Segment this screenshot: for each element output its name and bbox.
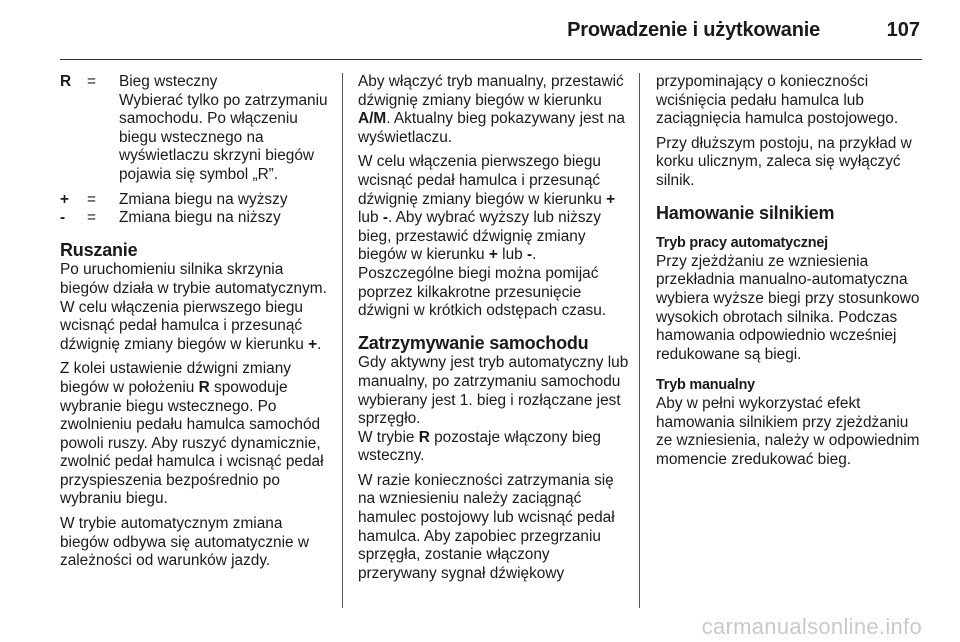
watermark: carmanualsonline.info xyxy=(701,614,922,639)
column-divider-2 xyxy=(639,73,640,608)
page-header xyxy=(0,0,960,58)
text-run: . Aktualny bieg pokazywany jest na wyświetlaczu. xyxy=(358,110,625,146)
paragraph: Przy zjeżdżaniu ze wzniesienia przekładnia manualno-automatyczna wybiera wyższe biegi przy stosunkowo wysokich obrotach silnika. Podczas hamowania odpowiednio wcześniej redukowane są biegi. xyxy=(656,252,920,363)
definition-value: Zmiana biegu na niższy xyxy=(119,209,281,227)
definition-key: R xyxy=(60,73,72,90)
text-run: W trybie xyxy=(358,428,419,446)
paragraph xyxy=(60,261,330,354)
section-heading-ruszanie: Ruszanie xyxy=(60,239,138,260)
definition-equals: = xyxy=(87,190,96,208)
symbol-am: A/M xyxy=(358,110,387,128)
paragraph xyxy=(60,360,330,509)
symbol-plus: + xyxy=(488,246,498,264)
definition-key: + xyxy=(60,190,69,208)
header-rule xyxy=(60,59,922,60)
paragraph: Aby w pełni wykorzystać efekt hamowania silnikiem przy zjeżdżaniu ze wzniesienia, należy w odpowiednim momencie zredukować bieg. xyxy=(656,394,920,468)
column-3 xyxy=(656,73,926,475)
paragraph xyxy=(358,73,630,147)
paragraph xyxy=(358,153,630,320)
page-title: Prowadzenie i użytkowanie xyxy=(567,19,820,41)
subheading-tryb-manualny: Tryb manualny xyxy=(656,377,755,394)
text-run: W celu włączenia pierwszego biegu wcisnąć pedał hamulca i przesunąć dźwignię zmiany biegów w kierunku xyxy=(358,153,607,208)
section-heading-hamowanie: Hamowanie silnikiem xyxy=(656,202,835,223)
definition-equals: = xyxy=(87,73,96,90)
symbol-plus: + xyxy=(606,190,616,208)
section-heading-zatrzymywanie: Zatrzymywanie samochodu xyxy=(358,332,589,353)
symbol-r: R xyxy=(198,378,210,396)
page-number: 107 xyxy=(886,19,920,41)
subheading-tryb-automatyczny: Tryb pracy automatycznej xyxy=(656,235,828,252)
text-run: spowoduje wybranie biegu wstecznego. Po zwolnieniu pedału hamulca samochód powoli ruszy. Aby ruszyć dynamicznie, zwolnić pedał hamulca i wcisnąć pedał przyspieszenia bezpośrednio po wybraniu biegu. xyxy=(60,378,324,508)
definition-value: Bieg wsteczny xyxy=(119,73,218,90)
definition-row-r xyxy=(60,73,330,92)
text-run: Aby włączyć tryb manualny, przestawić dźwignię zmiany biegów w kierunku xyxy=(358,73,624,109)
paragraph: przypominający o konieczności wciśnięcia pedału hamulca lub zaciągnięcia hamulca postojowego. xyxy=(656,73,899,128)
text-run: pozostaje włączony bieg wsteczny. xyxy=(358,428,601,465)
text-run: lub xyxy=(497,246,527,264)
symbol-minus: - xyxy=(526,246,533,264)
reverse-gear-note: Wybierać tylko po zatrzymaniu samochodu. Po włączeniu biegu wstecznego na wyświetlaczu skrzyni biegów pojawia się symbol „R”. xyxy=(119,91,328,183)
text-run: lub xyxy=(358,209,383,227)
text-run: . Poszczególne biegi można pomijać poprzez kilkakrotne przesunięcie dźwigni w krótkich odstępach czasu. xyxy=(358,246,607,320)
paragraph: W trybie automatycznym zmiana biegów odbywa się automatycznie w zależności od warunków jazdy. xyxy=(60,515,309,570)
paragraph xyxy=(358,429,630,466)
column-divider-1 xyxy=(342,73,343,608)
definition-row-minus xyxy=(60,209,330,228)
text-run: . xyxy=(317,335,322,353)
definition-equals: = xyxy=(87,209,96,227)
paragraph: W razie konieczności zatrzymania się na wzniesieniu należy zaciągnąć hamulec postojowy lub wcisnąć pedał hamulca. Aby zapobiec przegrzaniu sprzęgła, zostanie włączony przerywany sygnał dźwiękowy xyxy=(358,471,615,582)
definition-value: Zmiana biegu na wyższy xyxy=(119,190,288,208)
text-run: Z kolei ustawienie dźwigni zmiany biegów w położeniu xyxy=(60,360,291,396)
paragraph: Przy dłuższym postoju, na przykład w korku ulicznym, zaleca się wyłączyć silnik. xyxy=(656,134,912,189)
definition-key: - xyxy=(60,209,66,227)
paragraph: Gdy aktywny jest tryb automatyczny lub manualny, po zatrzymaniu samochodu wybierany jest 1. bieg i rozłączane jest sprzęgło. xyxy=(358,354,629,428)
definition-row-plus xyxy=(60,191,330,210)
text-run: Po uruchomieniu silnika skrzynia biegów działa w trybie automatycznym. W celu włączenia pierwszego biegu wcisnąć pedał hamulca i przesunąć dźwignię zmiany biegów w kierunku xyxy=(60,261,327,353)
symbol-minus: - xyxy=(382,209,388,227)
text-run: . Aby wybrać wyższy lub niższy bieg, przestawić dźwignię zmiany biegów w kierunku xyxy=(358,209,601,264)
column-2 xyxy=(358,73,630,589)
column-1 xyxy=(60,73,330,577)
symbol-plus: + xyxy=(308,335,318,353)
symbol-r: R xyxy=(418,428,430,446)
